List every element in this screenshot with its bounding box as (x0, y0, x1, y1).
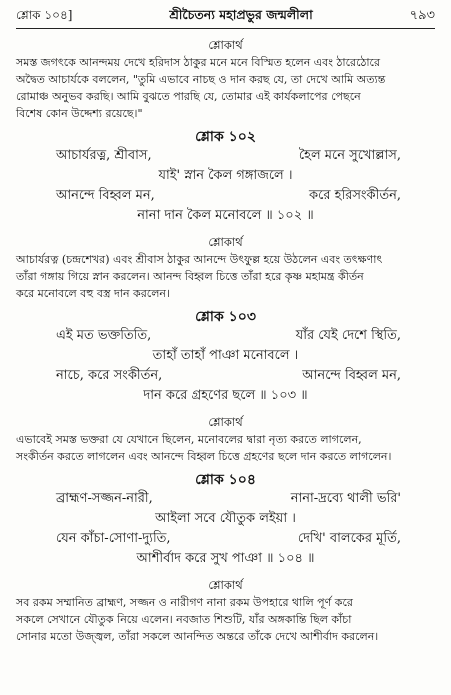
verse-line: আইলা সবে যৌতুক লইয়া । (155, 511, 296, 526)
translation-line: আচার্যরত্ন (চন্দ্রশেখর) এবং শ্রীবাস ঠাকুর আনন্দে উৎফুল্ল হয়ে উঠলেন এবং তৎক্ষণাৎ (16, 253, 383, 266)
translation-line: করে মনোবলে বহু বস্ত্র দান করলেন। (16, 287, 170, 300)
verse-text (16, 489, 435, 569)
translation-line: অদ্বৈত আচার্যকে বললেন, "তুমি এভাবে নাচছ ও দান করছ যে, তা দেখে আমি অত্যন্ত (16, 73, 386, 86)
verse-heading: শ্লোক ১০২ (195, 129, 256, 145)
verse-line (16, 366, 435, 386)
verse-line (16, 186, 435, 206)
verse-heading: শ্লোক ১০৩ (195, 309, 256, 325)
verse-half: যাঁর যেই দেশে স্থিতি, (295, 328, 401, 343)
header-verse-ref: শ্লোক ১০৪] (16, 8, 73, 22)
verse-half: যেন কাঁচা-সোণা-দ্যুতি, (56, 531, 171, 546)
translation-heading: শ্লোকার্থ (208, 578, 243, 592)
translation-line: তাঁরা গঙ্গায় গিয়ে স্নান করলেন। আনন্দ বিহ্বল চিত্তে তাঁরা হরে কৃষ্ণ মহামন্ত্র কীর্তন (16, 270, 364, 283)
verse-line: তাহাঁ তাহাঁ পাঞা মনোবলে । (152, 348, 299, 363)
verse-half: ব্রাহ্মণ-সজ্জন-নারী, (56, 491, 153, 506)
translation-line: সকলে সেখানে যৌতুক নিয়ে এলেন। নবজাত শিশুটি, যাঁর অঙ্গকান্তি ছিল কাঁচা (16, 613, 352, 626)
verse-half: করে হরিসংকীর্তন, (309, 188, 401, 203)
verse-half: আচার্যরত্ন, শ্রীবাস, (56, 148, 152, 163)
verse-line: নানা দান কৈল মনোবলে ॥ ১০২ ॥ (137, 208, 314, 223)
verse-half: এই মত ভক্ততিতি, (56, 328, 152, 343)
translation-heading: শ্লোকার্থ (208, 38, 243, 52)
page-number: ৭৯৩ (409, 8, 435, 23)
verse-half: নানা-দ্রব্যে থালী ভরি' (290, 491, 401, 506)
translation-heading: শ্লোকার্থ (208, 235, 243, 249)
translation-line: সোনার মতো উজ্জ্বল, তাঁরা সকলে আনন্দিত অন্তরে তাঁকে দেখে আশীর্বাদ করলেন। (16, 630, 379, 643)
translation-line: সমস্ত জগৎকে আনন্দময় দেখে হরিদাস ঠাকুর মনে মনে বিস্মিত হলেন এবং ঠারেঠোরে (16, 56, 381, 69)
verse-half: দেখি' বালকের মূর্তি, (297, 531, 401, 546)
translation-heading: শ্লোকার্থ (208, 415, 243, 429)
translation-block (16, 54, 435, 122)
page-header (16, 6, 435, 29)
translation-block (16, 594, 435, 645)
verse-half: আনন্দে বিহ্বল মন, (302, 368, 401, 383)
verse-line: যাই' স্নান কৈল গঙ্গাজলে । (158, 168, 293, 183)
verse-line: আশীর্বাদ করে সুখ পাঞা ॥ ১০৪ ॥ (136, 551, 315, 566)
verse-text (16, 146, 435, 226)
translation-line: বিশেষ কোন উদ্দেশ্য রয়েছে।" (16, 107, 143, 120)
verse-line (16, 529, 435, 549)
translation-block (16, 251, 435, 302)
verse-half: আনন্দে বিহ্বল মন, (56, 188, 155, 203)
verse-half: নাচে, করে সংকীর্তন, (56, 368, 163, 383)
verse-text (16, 326, 435, 406)
translation-line: সব রকম সম্মানিত ব্রাহ্মণ, সজ্জন ও নারীগণ নানা রকম উপহারে থালি পূর্ণ করে (16, 596, 353, 609)
verse-line (16, 326, 435, 346)
verse-line: দান করে গ্রহণের ছলে ॥ ১০৩ ॥ (143, 388, 308, 403)
translation-line: সংকীর্তন করতে লাগলেন এবং আনন্দে বিহ্বল চিত্তে গ্রহণের ছলে দান করতে লাগলেন। (16, 450, 392, 463)
verse-line (16, 489, 435, 509)
header-chapter-title: শ্রীচৈতন্য মহাপ্রভুর জন্মলীলা (169, 7, 313, 22)
translation-line: এভাবেই সমস্ত ভক্তরা যে যেখানে ছিলেন, মনোবলের দ্বারা নৃত্য করতে লাগলেন, (16, 433, 362, 446)
verse-half: হৈল মনে সুখোল্লাস, (298, 148, 401, 163)
verse-heading: শ্লোক ১০৪ (195, 472, 256, 488)
translation-line: রোমাঞ্চ অনুভব করছি। আমি বুঝতে পারছি যে, তোমার এই কার্যকলাপের পেছনে (16, 90, 361, 103)
translation-block (16, 431, 435, 465)
verse-line (16, 146, 435, 166)
